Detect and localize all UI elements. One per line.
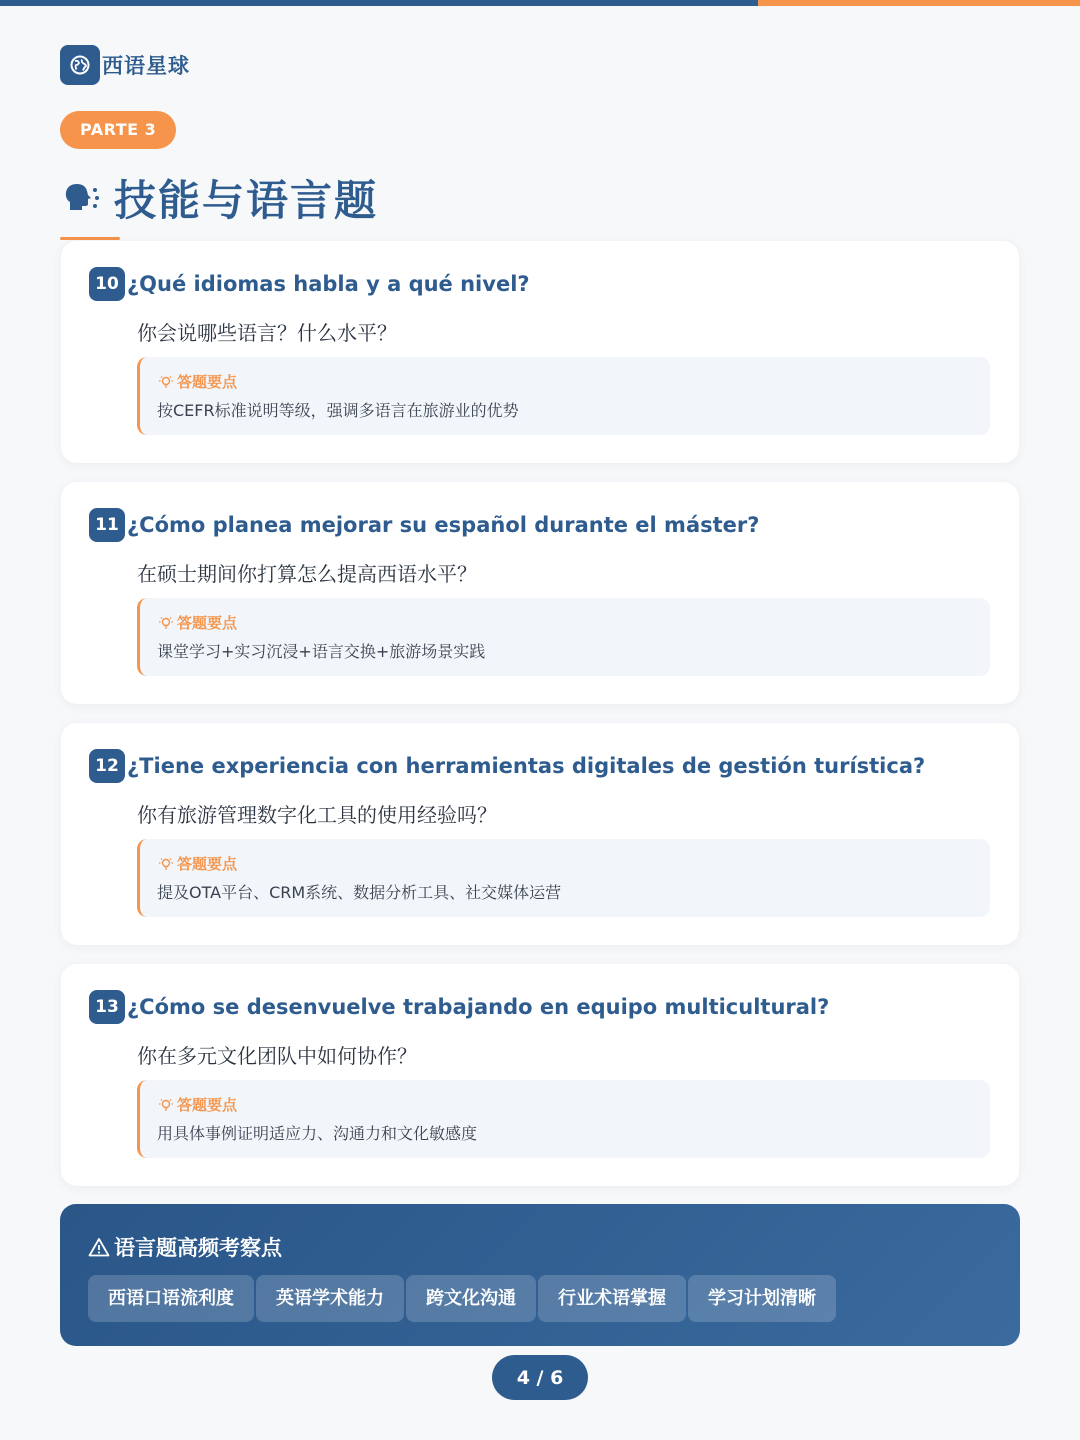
question-number-badge: 13	[89, 990, 125, 1024]
question-card	[61, 241, 1019, 463]
section-title	[62, 168, 378, 228]
high-frequency-focus-panel	[60, 1204, 1020, 1346]
answer-tip-text: 提及OTA平台、CRM系统、数据分析工具、社交媒体运营	[157, 883, 562, 902]
question-header	[89, 749, 925, 783]
answer-tip-text: 课堂学习+实习沉浸+语言交换+旅游场景实践	[157, 642, 486, 661]
answer-tip-header	[157, 612, 990, 633]
answer-tip-label: 答题要点	[177, 373, 238, 391]
warning-icon	[88, 1237, 110, 1257]
focus-tag: 行业术语掌握	[538, 1275, 686, 1322]
question-header	[89, 990, 829, 1024]
question-spanish: ¿Cómo planea mejorar su español durante el máster?	[127, 513, 760, 537]
answer-tip-box	[137, 1080, 990, 1158]
lightbulb-icon	[157, 1097, 175, 1113]
answer-tip-label: 答题要点	[177, 1096, 238, 1114]
question-card	[61, 482, 1019, 704]
answer-tip-box	[137, 598, 990, 676]
focus-tag: 英语学术能力	[256, 1275, 404, 1322]
answer-tip-header	[157, 1094, 990, 1115]
question-chinese: 在硕士期间你打算怎么提高西语水平？	[137, 562, 477, 586]
question-spanish: ¿Tiene experiencia con herramientas digitales de gestión turística?	[127, 754, 926, 778]
answer-tip-text: 按CEFR标准说明等级，强调多语言在旅游业的优势	[157, 401, 519, 420]
question-spanish: ¿Cómo se desenvuelve trabajando en equipo multicultural?	[127, 995, 830, 1019]
answer-tip-text: 用具体事例证明适应力、沟通力和文化敏感度	[157, 1124, 478, 1143]
answer-tip-label: 答题要点	[177, 614, 238, 632]
focus-tags	[88, 1275, 838, 1322]
lightbulb-icon	[157, 374, 175, 390]
brand	[60, 45, 190, 85]
focus-tag: 跨文化沟通	[406, 1275, 536, 1322]
question-header	[89, 267, 530, 301]
question-header	[89, 508, 759, 542]
focus-tag: 西语口语流利度	[88, 1275, 254, 1322]
question-chinese: 你有旅游管理数字化工具的使用经验吗？	[137, 803, 497, 827]
lightbulb-icon	[157, 856, 175, 872]
top-accent-bar-blue	[0, 0, 758, 6]
top-accent-bar	[0, 0, 1080, 6]
answer-tip-box	[137, 839, 990, 917]
globe-icon	[60, 45, 100, 85]
page-indicator: 4 / 6	[492, 1355, 588, 1400]
question-card	[61, 723, 1019, 945]
question-chinese: 你在多元文化团队中如何协作？	[137, 1044, 417, 1068]
brand-name: 西语星球	[102, 54, 190, 78]
question-chinese: 你会说哪些语言？什么水平？	[137, 321, 397, 345]
top-accent-bar-orange	[758, 0, 1080, 6]
focus-title: 语言题高频考察点	[114, 1236, 282, 1260]
question-number-badge: 10	[89, 267, 125, 301]
title-underline	[60, 237, 120, 240]
focus-tag: 学习计划清晰	[688, 1275, 836, 1322]
lightbulb-icon	[157, 615, 175, 631]
focus-header	[88, 1232, 282, 1262]
question-card	[61, 964, 1019, 1186]
part-badge: PARTE 3	[60, 111, 176, 149]
answer-tip-header	[157, 853, 990, 874]
question-number-badge: 12	[89, 749, 125, 783]
question-number-badge: 11	[89, 508, 125, 542]
speaking-head-icon	[62, 178, 102, 218]
answer-tip-header	[157, 371, 990, 392]
page-title: 技能与语言题	[114, 176, 379, 225]
question-spanish: ¿Qué idiomas habla y a qué nivel?	[127, 272, 530, 296]
answer-tip-label: 答题要点	[177, 855, 238, 873]
answer-tip-box	[137, 357, 990, 435]
